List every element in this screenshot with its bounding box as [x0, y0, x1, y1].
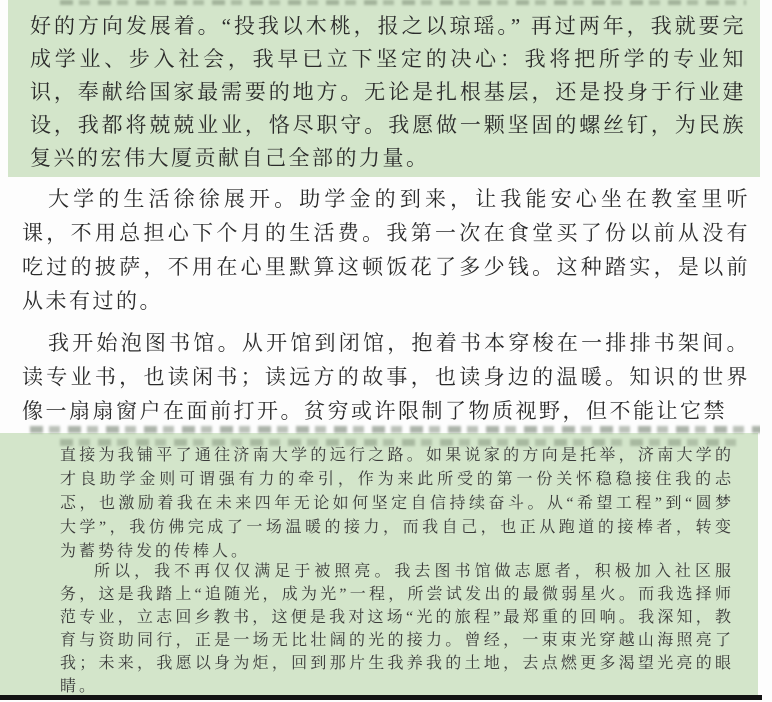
essay-paragraph-university-life: 大学的生活徐徐展开。助学金的到来，让我能安心坐在教室里听课，不用总担心下个月的生活费。我第一次在食堂买了份以前从没有吃过的披萨，不用在心里默算这顿饭花了多少钱。这种踏实，是以前从未有过的。 [22, 187, 750, 313]
scan-border-bottom [0, 695, 762, 700]
essay-paragraph-scholarship: 直接为我铺平了通往济南大学的远行之路。如果说家的方向是托举，济南大学的才良助学金则可谓强有力的牵引，作为来此所受的第一份关怀稳稳接住我的忐忑，也激励着我在未来四年无论如何坚定自信持续奋斗。从“希望工程”到“圆梦大学”，我仿佛完成了一场温暖的接力，而我自己，也正从跑道的接棒者，转变为蓄势待发的传棒人。 [60, 447, 734, 560]
essay-paragraph-top-highlighted: 好的方向发展着。“投我以木桃，报之以琼瑶。” 再过两年，我就要完成学业、步入社会，我早已立下坚定的决心：我将把所学的专业知识，奉献给国家最需要的地方。无论是扎根基层，还是投身于行业建设，我都将兢兢业业，恪尽职守。我愿做一颗坚固的螺丝钉，为民族复兴的宏伟大厦贡献自己全部的力量。 [30, 14, 746, 170]
essay-paragraph-library: 我开始泡图书馆。从开馆到闭馆，抱着书本穿梭在一排排书架间。读专业书，也读闲书；读远方的故事，也读身边的温暖。知识的世界像一扇扇窗户在面前打开。贫穷或许限制了物质视野，但不能让它禁 [22, 331, 750, 423]
clipped-text-line-top [60, 0, 746, 5]
essay-paragraph-becoming-light: 所以，我不再仅仅满足于被照亮。我去图书馆做志愿者，积极加入社区服务，这是我踏上“追随光，成为光”一程，所尝试发出的最微弱星火。而我选择师范专业，立志回乡教书，这便是我对这场“光的旅程”最郑重的回响。我深知，教育与资助同行，正是一场无比壮阔的光的接力。曾经，一束束光穿越山海照亮了我；未来，我愿以身为炬，回到那片生我养我的土地，去点燃更多渴望光亮的眼睛。 [60, 563, 734, 695]
scan-margin-right [760, 0, 772, 702]
